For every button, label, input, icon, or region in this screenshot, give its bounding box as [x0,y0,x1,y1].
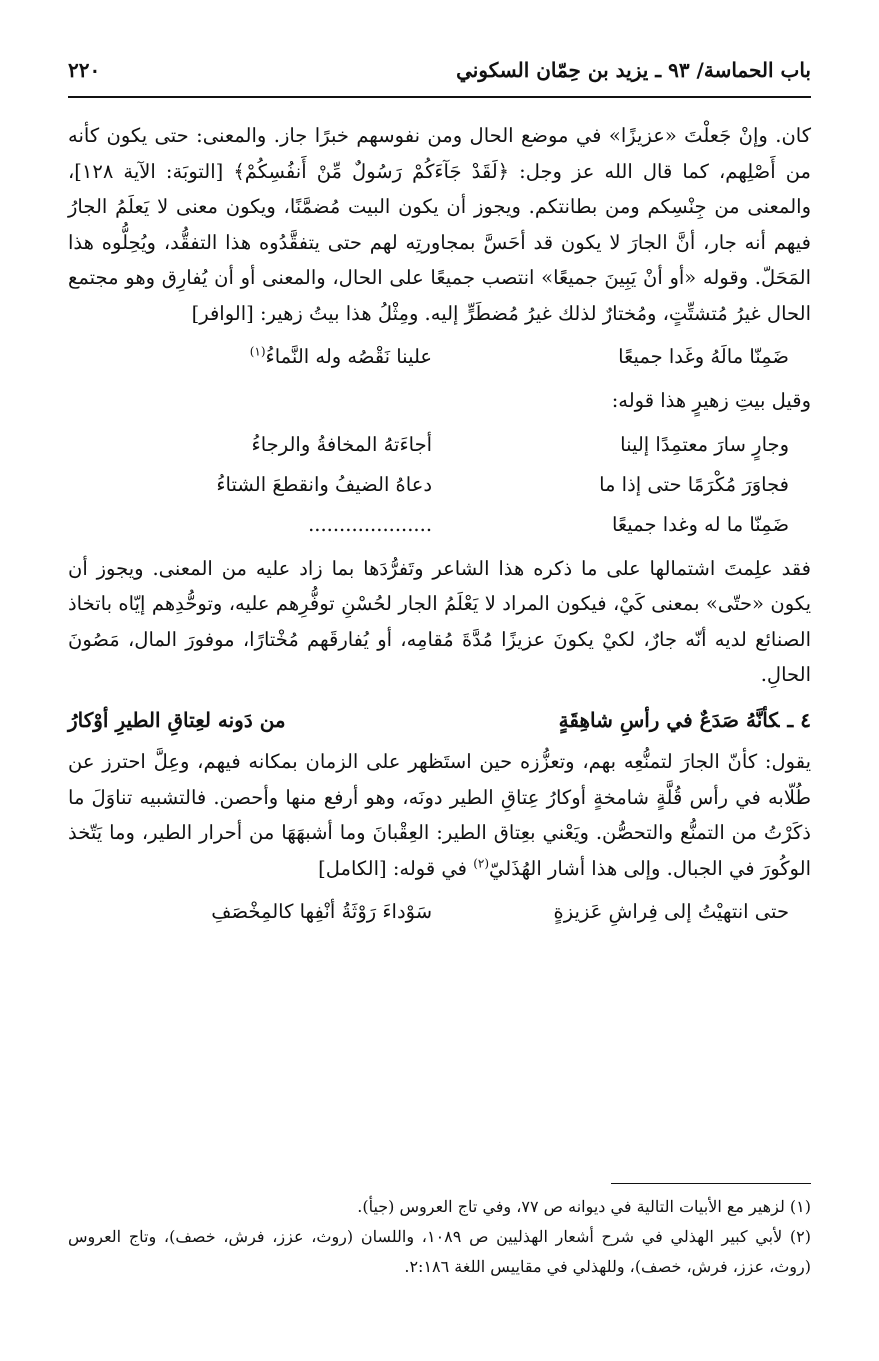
paragraph-1: كان. وإنْ جَعلْتَ «عزيزًا» في موضع الحال ومن نفوسهم خبرًا جاز. والمعنى: حتى يكون كأنه من أَصْلِهم، كما قال الله عز وجل: ﴿لَقَدْ جَآءَكُمْ رَسُولٌ مِّنْ أَنفُسِكُمْ﴾ [التوبَة: الآية ١٢٨]، والمعنى من جِنْسِكم ومن بطانتكم. ويجوز أن يكون البيت مُضمَّنًا، ويكون معنى لا يَعلَمُ الجارُ فيهم أنه جار، أنَّ الجارَ لا يكون قد أحَسَّ بمجاورتِه لهم حتى يتفقَّدُوه هذا التفقُّد، ويُحِلُّوه هذا المَحَلّ. وقوله «أو أنْ يَبِينَ جميعًا» انتصب جميعًا على الحال، والمعنى أو أن يُفارِق وهو مجتمع الحال غيرُ مُتشتِّتٍ، ومُختارٌ لذلك غيرُ مُضطَرٍّ إليه. ومِثْلُ هذا بيتُ زهير: [الوافر] [68,124,811,325]
poem-line-second-hemistich: من دَونه لعِتاقِ الطيرِ أوْكارُ [68,707,286,732]
paragraph-2: فقد علِمتَ اشتمالها على ما ذكره هذا الشاعر وتَفرُّدَها بما زاد عليه من المعنى. ويجوز أن يكون «حتّى» بمعنى كَيْ، فيكون المراد لا يَعْلَمُ الجار لحُسْنِ توفُّرِهم عليه، وتوحُّدِهم إيّاه باتخاذ الصنائع لديه أنّه جارٌ، لكيْ يكونَ عزيزًا مُدَّةَ مُقامِه، أو يُفارقَهم مُخْتارًا، موفورَ المال، مَصُونَ الحالِ. [68,556,811,686]
paragraph-3 [68,744,811,886]
verse-3-first-hemistich: فجاوَرَ مُكْرَمًا حتى إذا ما [599,472,789,496]
verse-5-first-hemistich: حتى انتهيْتُ إلى فِراشِ عَزيزةٍ [553,900,789,923]
verse-block-2 [68,425,811,545]
verse-1-second-text: علينا نَقْصُه وله النَّماءُ [265,345,433,368]
verse-3-second-hemistich: دعاهُ الضيفُ وانقطعَ الشتاءُ [216,472,433,496]
poem-line-4 [68,703,811,739]
verse-block-3 [68,892,811,932]
verse-2-second-hemistich: أجاءَتهُ المخافةُ والرجاءُ [251,432,433,456]
verse-1-second-hemistich [128,337,432,377]
intro-zuhair: وقيل بيتِ زهيرٍ هذا قوله: [611,389,811,412]
verse-line-2 [128,425,789,465]
paragraph-3-text: يقول: كأنّ الجارَ لتمنُّعِه بهم، وتعزُّزه حين استَظهر على الزمان بمكانه فيهم، وعِلَّ احترز عن طُلّابه في رأس قُلَّةٍ شامخةٍ أوكارُ عِتاقِ الطير دونَه، وهو أرفع منها وأحصن. فالتشبيه تناوَلَ ما ذكَرْتُ من التمنُّع والتحصُّن. ويَعْني بعِتاق الطير: العِقْبانَ وما أشبهَهَا من أحرار الطير، وما يَتّخذ الوكُورَ في الجبال. وإلى هذا أشار الهُذَليّ [68,750,811,880]
footnote-2: (٢) لأبي كبير الهذلي في شرح أشعار الهذليين ص ١٠٨٩، واللسان (روث، عزز، فرش، خصف)، وتاج العروس (روث، عزز، فرش، خصف)، وللهذلي في مقاييس اللغة ٢:١٨٦. [68,1227,812,1276]
verse-line-4 [128,505,789,545]
verse-block-1 [68,337,811,377]
footnotes [68,1192,811,1282]
poem-line-number: ٤ ـ [787,707,811,732]
verse-2-first-hemistich: وجارٍ سارَ معتمِدًا إلينا [620,432,789,456]
verse-line-3 [128,465,789,505]
footnote-1: (١) لزهير مع الأبيات التالية في ديوانه ص ٧٧، وفي تاج العروس (جيأ). [357,1197,811,1216]
verse-4-first-hemistich: ضَمِنّا ما له وغدا جميعًا [611,512,789,536]
running-header [68,52,811,98]
footnote-ref-2: (٢) [473,856,490,870]
verse-4-second-hemistich: .................... [308,512,433,536]
paragraph-3-tail: في قوله: [الكامل] [318,856,467,880]
verse-line-1 [128,337,789,377]
verse-1-first-hemistich: ضَمِنّا مالَهُ وغَدا جميعًا [618,345,789,368]
page-number: ٢٢٠ [68,58,101,82]
main-text [68,118,811,938]
footnote-ref-1: (١) [249,344,266,359]
verse-5-second-hemistich: سَوْداءَ رَوْثَةُ أنْفِها كالمِخْصَفِ [211,900,433,923]
poem-line-first-hemistich [440,703,812,739]
verse-line-5 [128,892,789,932]
footnote-divider [611,1183,811,1184]
header-title: باب الحماسة/ ٩٣ ـ يزيد بن حِمّان السكوني [456,58,811,82]
poem-line-first-text: كأنَّهُ صَدَعٌ في رأسِ شاهِقَةٍ [558,707,780,732]
